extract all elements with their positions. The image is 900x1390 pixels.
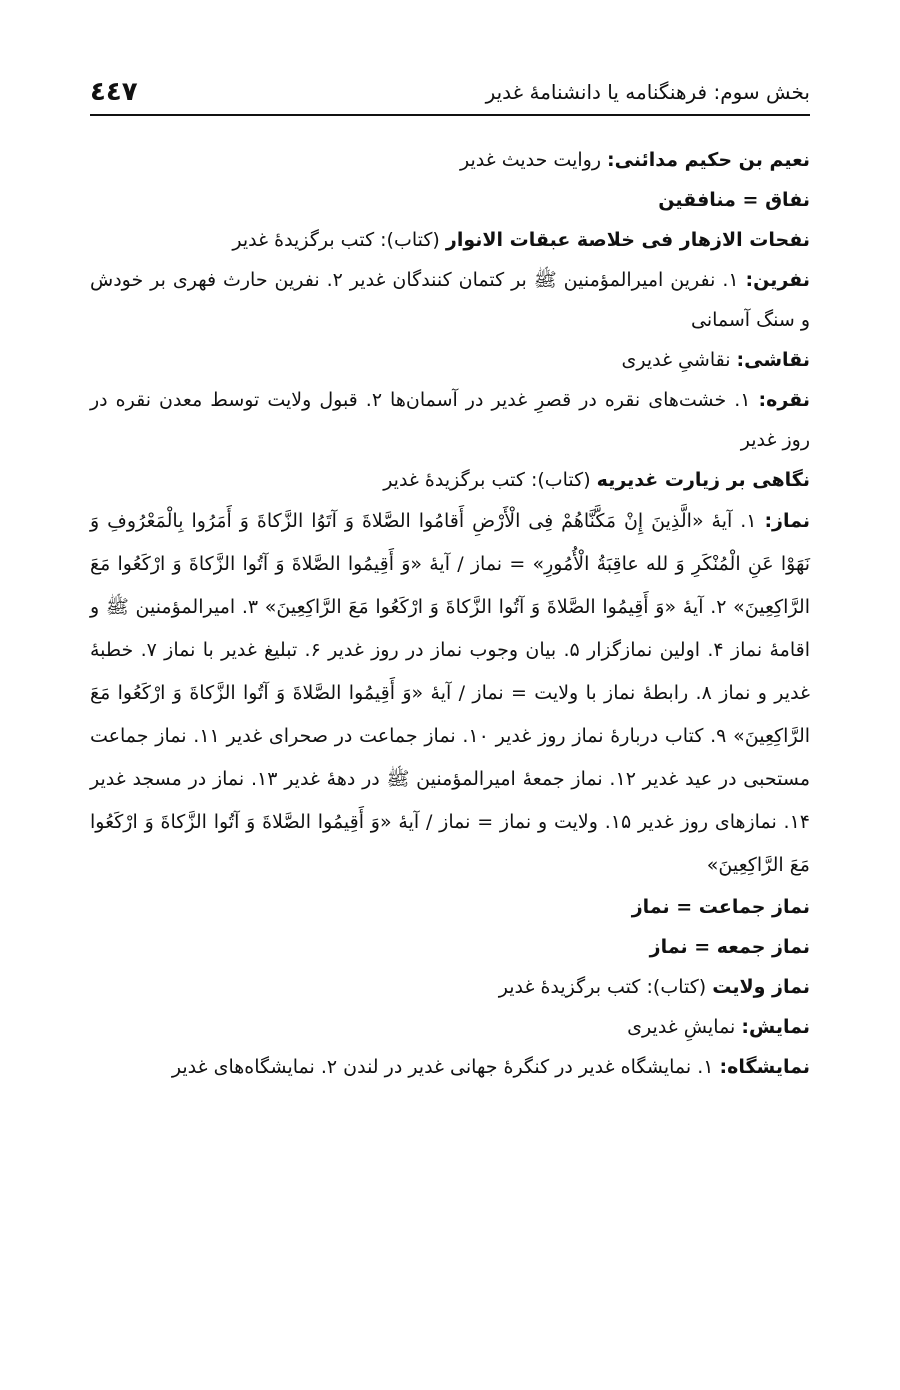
entry-text: نقاشیِ غدیری [621,349,737,371]
entry-text: روایت حدیث غدیر [460,149,608,171]
entry-naqqashi [90,340,810,380]
entry-text: نمایشِ غدیری [627,1016,742,1038]
entry-term: نفحات الازهار فی خلاصة عبقات الانوار [445,229,810,251]
entry-term: نماز جمعه = نماز [649,936,810,958]
entry-namayesh [90,1007,810,1047]
entry-term: نماز جماعت = نماز [631,896,810,918]
entry-namaz [90,500,810,887]
entry-term: نقره: [758,389,810,411]
page-number: ٤٤٧ [90,77,138,107]
section-title: بخش سوم: فرهنگنامه یا دانشنامهٔ غدیر [485,80,810,104]
page-header [90,70,810,116]
entry-text: (کتاب): کتب برگزیدهٔ غدیر [383,469,597,491]
entry-text: (کتاب): کتب برگزیدهٔ غدیر [498,976,713,998]
entry-term: نمایش: [741,1016,810,1038]
entry-text: ۱. نفرین امیرالمؤمنین ﷺ بر کتمان کنندگان غدیر ۲. نفرین حارث فهری بر خودش و سنگ آسمانی [90,269,810,331]
entry-text: (کتاب): کتب برگزیدهٔ غدیر [232,229,446,251]
entry-nefrin [90,260,810,340]
entry-term: نفاق = منافقین [658,189,810,211]
entry-nafahat [90,220,810,260]
dictionary-entries [90,140,810,1087]
entry-namaz-jamaat [90,887,810,927]
entry-term: نماز: [764,510,810,532]
entry-naim [90,140,810,180]
entry-namaz-jomee [90,927,810,967]
entry-namaz-velayat [90,967,810,1007]
entry-text: ۱. خشت‌های نقره در قصرِ غدیر در آسمان‌ها ۲. قبول ولایت توسط معدن نقره در روز غدیر [90,389,810,451]
entry-nefaq [90,180,810,220]
entry-namayeshgah [90,1047,810,1087]
entry-negahi [90,460,810,500]
entry-term: نماز ولایت [712,976,810,998]
entry-namaz-block [90,500,810,887]
entry-term: نفرین: [745,269,810,291]
entry-term: نمایشگاه: [719,1056,810,1078]
entry-term: نعیم بن حکیم مدائنی: [607,149,810,171]
entry-term: نگاهی بر زیارت غدیریه [596,469,810,491]
entry-noqre [90,380,810,460]
entry-text: ۱. آیهٔ «الَّذِینَ إِنْ مَکَّنَّاهُمْ فِی الْأَرْضِ أَقامُوا الصَّلاةَ وَ آتَوُا الزَّکاةَ وَ أَمَرُوا بِالْمَعْرُوفِ وَ نَهَوْا عَنِ الْمُنْکَرِ وَ لله عاقِبَةُ الْأُمُورِ» = نماز / آیهٔ «وَ أَقِیمُوا الصَّلاةَ وَ آتُوا الزَّکاةَ وَ ارْکَعُوا مَعَ الرَّاکِعِینَ» ۲. آیهٔ «وَ أَقِیمُوا الصَّلاةَ وَ آتُوا الزَّکاةَ وَ ارْکَعُوا مَعَ الرَّاکِعِینَ» ۳. امیرالمؤمنین ﷺ و اقامهٔ نماز ۴. اولین نمازگزار ۵. بیان وجوب نماز در روز غدیر ۶. تبلیغ غدیر با نماز ۷. خطبهٔ غدیر و نماز ۸. رابطهٔ نماز با ولایت = نماز / آیهٔ «وَ أَقِیمُوا الصَّلاةَ وَ آتُوا الزَّکاةَ وَ ارْکَعُوا مَعَ الرَّاکِعِینَ» ۹. کتاب دربارهٔ نماز روز غدیر ۱۰. نماز جماعت در صحرای غدیر ۱۱. نماز جماعت مستحبی در عید غدیر ۱۲. نماز جمعهٔ امیرالمؤمنین ﷺ در دههٔ غدیر ۱۳. نماز در مسجد غدیر ۱۴. نمازهای روز غدیر ۱۵. ولایت و نماز = نماز / آیهٔ «وَ أَقِیمُوا الصَّلاةَ وَ آتُوا الزَّکاةَ وَ ارْکَعُوا مَعَ الرَّاکِعِینَ» [90,510,811,876]
entry-term: نقاشی: [736,349,810,371]
entry-text: ۱. نمایشگاه غدیر در کنگرهٔ جهانی غدیر در لندن ۲. نمایشگاه‌های غدیر [171,1056,720,1078]
